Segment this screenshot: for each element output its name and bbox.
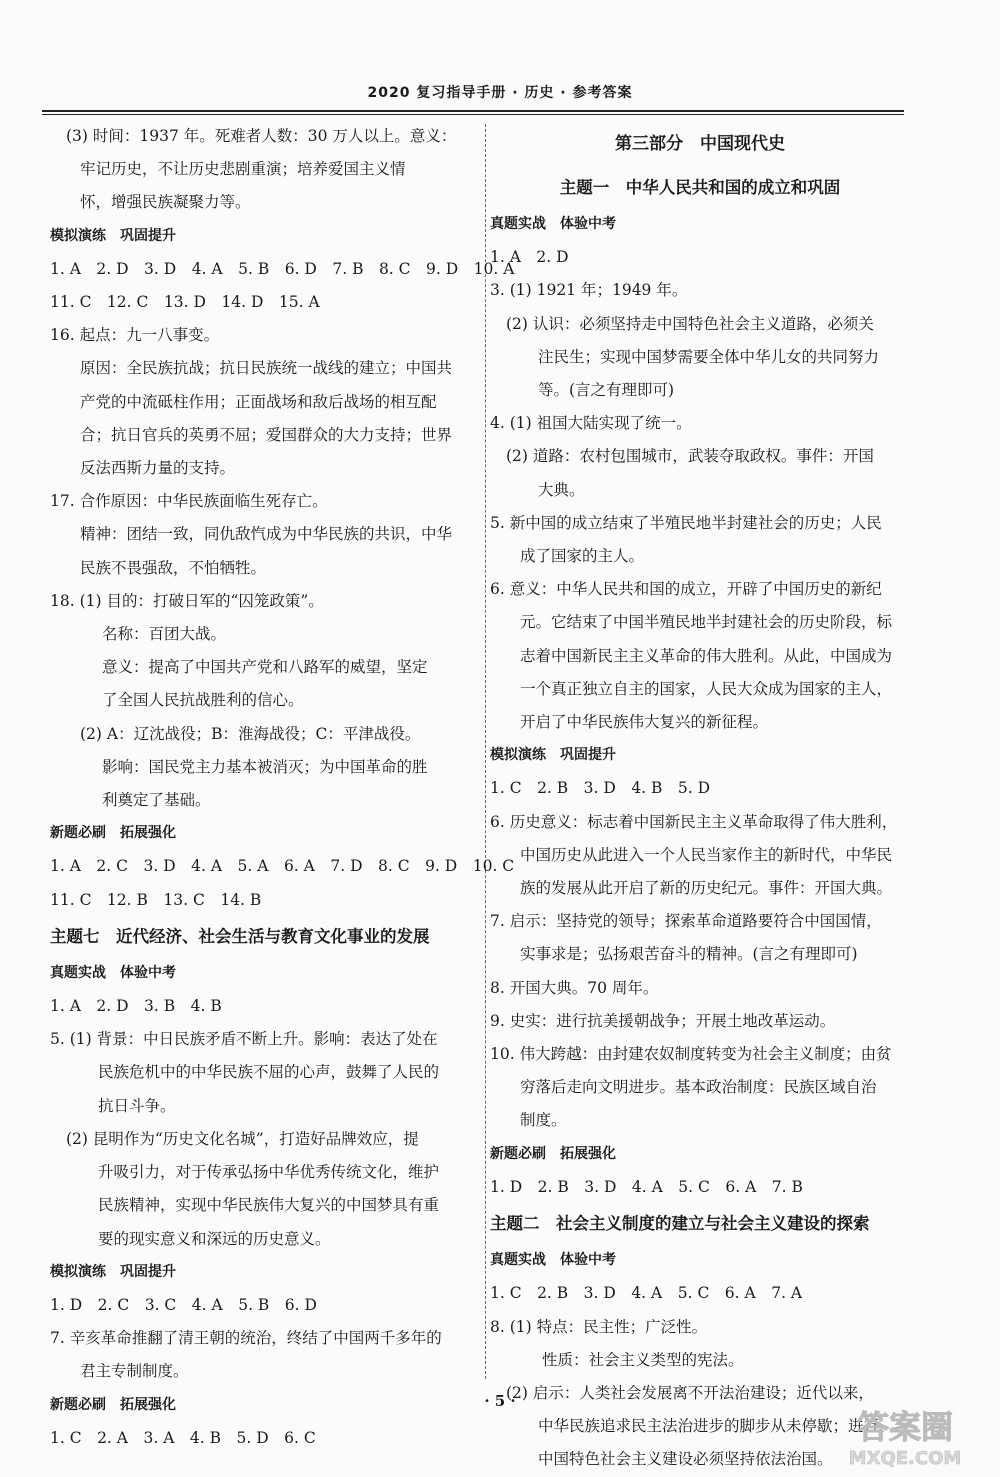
- theme-heading: 主题二 社会主义制度的建立与社会主义建设的探索: [490, 1214, 870, 1234]
- text-line: 元。它结束了中国半殖民地半封建社会的历史阶段，标: [520, 613, 893, 632]
- text-line: 君主专制制度。: [80, 1362, 189, 1381]
- text-line: 性质：社会主义类型的宪法。: [542, 1350, 744, 1369]
- text-line: 7. 启示：坚持党的领导；探索革命道路要符合中国国情，: [490, 912, 882, 931]
- page-number: · 5 ·: [484, 1392, 516, 1410]
- text-line: 3. (1) 1921 年；1949 年。: [490, 281, 688, 300]
- text-line: 5. 新中国的成立结束了半殖民地半封建社会的历史；人民: [490, 513, 882, 532]
- text-line: 成了国家的主人。: [520, 547, 645, 566]
- section-heading: 新题必刷 拓展强化: [50, 825, 176, 842]
- text-line: 1. D 2. C 3. C 4. A 5. B 6. D: [50, 1295, 317, 1314]
- text-line: 原因：全民族抗战；抗日民族统一战线的建立；中国共: [80, 359, 453, 378]
- text-line: 怀，增强民族凝聚力等。: [80, 193, 251, 212]
- text-line: 意义：提高了中国共产党和八路军的威望，坚定: [102, 658, 428, 677]
- section-heading: 新题必刷 拓展强化: [50, 1396, 176, 1413]
- page-header: 2020 复习指导手册 · 历史 · 参考答案: [367, 85, 633, 101]
- text-line: 民族精神，实现中华民族伟大复兴的中国梦具有重: [98, 1196, 440, 1215]
- text-line: 开启了中华民族伟大复兴的新征程。: [520, 713, 769, 732]
- section-heading: 真题实战 体验中考: [490, 1252, 616, 1269]
- section-heading: 模拟演练 巩固提升: [490, 747, 616, 764]
- text-line: (2) 启示：人类社会发展离不开法治建设；近代以来，: [506, 1383, 874, 1402]
- text-line: (2) 昆明作为“历史文化名城”，打造好品牌效应，提: [66, 1129, 419, 1148]
- text-line: (3) 时间：1937 年。死难者人数：30 万人以上。意义：: [66, 127, 457, 145]
- text-line: 4. (1) 祖国大陆实现了统一。: [490, 414, 692, 433]
- text-line: 1. C 2. A 3. A 4. B 5. D 6. C: [50, 1428, 316, 1447]
- text-line: 民族不畏强敌，不怕牺牲。: [80, 558, 267, 577]
- text-line: 产党的中流砥柱作用；正面战场和敌后战场的相互配: [80, 392, 437, 411]
- text-line: 1. C 2. B 3. D 4. A 5. C 6. A 7. A: [490, 1284, 803, 1303]
- theme-heading: 主题一 中华人民共和国的成立和巩固: [559, 178, 841, 197]
- text-line: 1. A 2. D: [490, 248, 569, 267]
- text-line: 1. D 2. B 3. D 4. A 5. C 6. A 7. B: [490, 1177, 803, 1196]
- right-column: [490, 120, 910, 1477]
- text-line: 要的现实意义和深远的历史意义。: [98, 1229, 331, 1248]
- text-line: 1. A 2. C 3. D 4. A 5. A 6. A 7. D 8. C 9. D 10. C: [50, 857, 515, 876]
- text-line: 1. C 2. B 3. D 4. B 5. D: [490, 779, 711, 798]
- text-line: 18. (1) 目的：打破日军的“囚笼政策”。: [50, 591, 324, 610]
- text-line: 8. 开国大典。70 周年。: [490, 978, 659, 997]
- text-line: 11. C 12. B 13. C 14. B: [50, 890, 262, 909]
- text-line: 中华民族追求民主法治进步的脚步从未停歇；进行: [538, 1417, 880, 1436]
- part-heading: 第三部分 中国现代史: [615, 134, 785, 154]
- text-line: 名称：百团大战。: [102, 625, 227, 644]
- text-line: 精神：团结一致，同仇敌忾成为中华民族的共识，中华: [80, 525, 453, 544]
- section-heading: 真题实战 体验中考: [490, 216, 616, 232]
- section-heading: 模拟演练 巩固提升: [50, 227, 176, 244]
- text-line: 等。(言之有理即可): [538, 381, 675, 400]
- column-divider: [485, 124, 486, 1379]
- text-line: 10. 伟大跨越：由封建农奴制度转变为社会主义制度；由贫: [490, 1045, 892, 1064]
- text-line: 6. 意义：中华人民共和国的成立，开辟了中国历史的新纪: [490, 580, 882, 599]
- text-line: 抗日斗争。: [98, 1096, 176, 1115]
- text-line: 实事求是；弘扬艰苦奋斗的精神。(言之有理即可): [520, 945, 858, 964]
- section-heading: 模拟演练 巩固提升: [50, 1263, 176, 1280]
- theme-heading: 主题七 近代经济、社会生活与教育文化事业的发展: [50, 926, 430, 946]
- text-line: 6. 历史意义：标志着中国新民主主义革命取得了伟大胜利，: [490, 812, 898, 831]
- text-line: 8. (1) 特点：民主性；广泛性。: [490, 1317, 708, 1336]
- text-line: 族的发展从此开启了新的历史纪元。事件：开国大典。: [520, 879, 893, 898]
- watermark-text: 答案圈: [856, 1408, 954, 1446]
- text-line: 17. 合作原因：中华民族面临生死存亡。: [50, 492, 328, 511]
- text-line: 1. A 2. D 3. D 4. A 5. B 6. D 7. B 8. C 9. D 10. A: [50, 259, 515, 278]
- text-line: 志着中国新民主主义革命的伟大胜利。从此，中国成为: [520, 646, 893, 665]
- header-rule-thick: [42, 110, 904, 112]
- watermark-logo: [830, 1400, 980, 1470]
- text-line: 1. A 2. D 3. B 4. B: [50, 997, 222, 1016]
- text-line: 制度。: [520, 1111, 567, 1130]
- text-line: 牢记历史，不让历史悲剧重演；培养爱国主义情: [80, 160, 406, 179]
- text-line: 合；抗日官兵的英勇不屈；爱国群众的大力支持；世界: [80, 425, 453, 444]
- text-line: 7. 辛亥革命推翻了清王朝的统治，终结了中国两千多年的: [50, 1329, 442, 1348]
- text-line: (2) 道路：农村包围城市，武装夺取政权。事件：开国: [506, 447, 874, 466]
- watermark-url: MXQE.COM: [848, 1448, 962, 1469]
- text-line: 16. 起点：九一八事变。: [50, 326, 220, 345]
- text-line: 穷落后走向文明进步。基本政治制度：民族区域自治: [520, 1078, 877, 1097]
- text-line: 影响：国民党主力基本被消灭；为中国革命的胜: [102, 757, 428, 776]
- text-line: 民族危机中的中华民族不屈的心声，鼓舞了人民的: [98, 1063, 440, 1082]
- text-line: (2) 认识：必须坚持走中国特色社会主义道路，必须关: [506, 314, 874, 333]
- text-line: 注民生；实现中国梦需要全体中华儿女的共同努力: [538, 347, 880, 366]
- text-line: 大典。: [538, 480, 585, 499]
- text-line: 5. (1) 背景：中日民族矛盾不断上升。影响：表达了处在: [50, 1030, 438, 1049]
- text-line: 升吸引力，对于传承弘扬中华优秀传统文化，维护: [98, 1163, 440, 1182]
- text-line: 中国历史从此进入一个人民当家作主的新时代，中华民: [520, 845, 893, 864]
- text-line: 反法西斯力量的支持。: [80, 459, 236, 478]
- text-line: 利奠定了基础。: [102, 791, 211, 810]
- section-heading: 真题实战 体验中考: [50, 964, 176, 981]
- header-rule-thin: [42, 114, 904, 115]
- text-line: 9. 史实：进行抗美援朝战争；开展土地改革运动。: [490, 1011, 836, 1030]
- text-line: 11. C 12. C 13. D 14. D 15. A: [50, 293, 320, 312]
- text-line: 了全国人民抗战胜利的信心。: [102, 691, 304, 710]
- left-column: [50, 120, 515, 1455]
- section-heading: 新题必刷 拓展强化: [490, 1145, 616, 1162]
- text-line: (2) A：辽沈战役；B：淮海战役；C：平津战役。: [80, 724, 421, 743]
- text-line: 一个真正独立自主的国家，人民大众成为国家的主人，: [520, 679, 893, 698]
- text-line: 中国特色社会主义建设必须坚持依法治国。: [538, 1450, 833, 1469]
